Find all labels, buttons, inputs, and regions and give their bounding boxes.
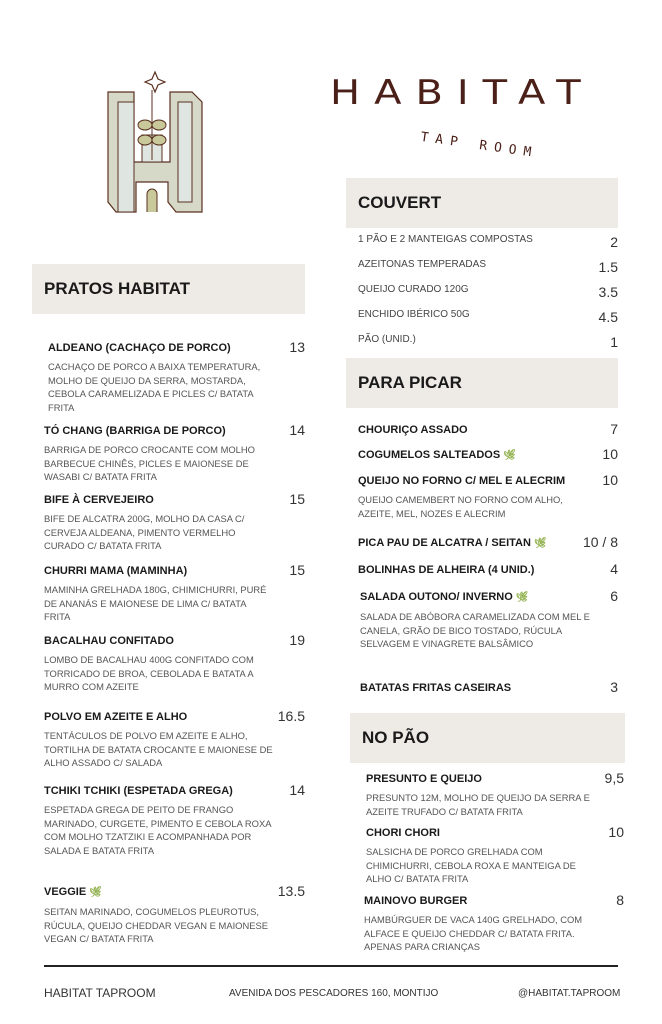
menu-item-price: 4: [610, 561, 618, 577]
menu-item-price: 3: [610, 679, 618, 695]
menu-item-name: CHOURIÇO ASSADO: [358, 424, 468, 436]
menu-item-description: HAMBÚRGUER DE VACA 140G GRELHADO, COM ALFACE E QUEIJO CHEDDAR C/ BATATA FRITA. APENAS PARA CRIANÇAS: [364, 914, 583, 952]
footer-social: @HABITAT.TAPROOM: [518, 988, 621, 999]
vegan-leaf-icon: 🌿︎: [89, 887, 102, 898]
menu-item-name: BATATAS FRITAS CASEIRAS: [360, 682, 512, 694]
brand-subtitle: TAP ROOM: [419, 129, 540, 162]
menu-item-price: 13.5: [277, 883, 305, 899]
section-header-pratos: PRATOS HABITAT: [32, 264, 305, 314]
menu-item-price: 16.5: [277, 708, 305, 724]
couvert-item-name: ENCHIDO IBÉRICO 50G: [358, 309, 470, 320]
menu-item-price: 10: [602, 472, 618, 488]
menu-item-name: COGUMELOS SALTEADOS: [358, 449, 501, 461]
menu-item-price: 10: [608, 824, 624, 840]
menu-item-description: PRESUNTO 12M, MOLHO DE QUEIJO DA SERRA E AZEITE TRUFADO C/ BATATA FRITA: [366, 792, 590, 817]
menu-item-description: SEITAN MARINADO, COGUMELOS PLEUROTUS, RÚCULA, QUEIJO CHEDDAR VEGAN E MAIONESE VEGAN C/ BATATA FRITA: [44, 906, 268, 944]
menu-item-price: 19: [289, 632, 305, 648]
menu-item-price: 15: [289, 562, 305, 578]
menu-item-price: 14: [289, 422, 305, 438]
menu-item-price: 13: [289, 339, 305, 355]
menu-item-name: ALDEANO (CACHAÇO DE PORCO): [48, 342, 231, 354]
menu-item-description: CACHAÇO DE PORCO A BAIXA TEMPERATURA, MOLHO DE QUEIJO DA SERRA, MOSTARDA, CEBOLA CARAMELIZADA E PICLES C/ BATATA FRITA: [48, 361, 261, 413]
footer-address: AVENIDA DOS PESCADORES 160, MONTIJO: [229, 988, 439, 999]
menu-item-description: BARRIGA DE PORCO CROCANTE COM MOLHO BARBECUE CHINÊS, PICLES E MAIONESE DE WASABI C/ BATATA FRITA: [44, 444, 255, 482]
couvert-item-name: QUEIJO CURADO 120G: [358, 284, 469, 295]
menu-item-name: BACALHAU CONFITADO: [44, 635, 174, 647]
menu-item-price: 15: [289, 491, 305, 507]
footer-name: HABITAT TAPROOM: [44, 986, 156, 1000]
menu-item-name: PICA PAU DE ALCATRA / SEITAN: [358, 537, 531, 549]
menu-item-name: TÓ CHANG (BARRIGA DE PORCO): [44, 425, 226, 437]
menu-item-name: SALADA OUTONO/ INVERNO: [360, 591, 513, 603]
vegan-leaf-icon: 🌿︎: [503, 450, 516, 461]
menu-item-name: VEGGIE: [44, 886, 87, 898]
section-header-pao: NO PÃO: [350, 713, 625, 763]
menu-item-description: ESPETADA GREGA DE PEITO DE FRANGO MARINADO, CURGETE, PIMENTO E CEBOLA ROXA COM MOLHO TZATZIKI E ACOMPANHADA POR SALADA E BATATA FRITA: [44, 804, 271, 856]
menu-item-description: MAMINHA GRELHADA 180G, CHIMICHURRI, PURÉ DE ANANÁS E MAIONESE DE LIMA C/ BATATA FRITA: [44, 584, 267, 622]
couvert-item-price: 1.5: [598, 259, 618, 275]
menu-item-description: SALSICHA DE PORCO GRELHADA COM CHIMICHURRI, CEBOLA ROXA E MANTEIGA DE ALHO C/ BATATA FRITA: [366, 846, 576, 884]
couvert-item-price: 4.5: [598, 309, 618, 325]
couvert-item-price: 3.5: [598, 284, 618, 300]
menu-item-price: 10: [602, 446, 618, 462]
menu-item-description: QUEIJO CAMEMBERT NO FORNO COM ALHO, AZEITE, MEL, NOZES E ALECRIM: [358, 494, 563, 519]
vegan-leaf-icon: 🌿︎: [515, 592, 529, 603]
menu-item-price: 7: [610, 421, 618, 437]
section-header-couvert: COUVERT: [346, 178, 618, 228]
menu-item-name: PRESUNTO E QUEIJO: [366, 773, 482, 785]
menu-item-name: CHURRI MAMA (MAMINHA): [44, 565, 188, 577]
footer-divider: [44, 965, 618, 967]
couvert-item-price: 1: [610, 334, 618, 350]
menu-item-name: CHORI CHORI: [366, 827, 440, 839]
menu-item-price: 10 / 8: [582, 534, 618, 550]
couvert-item-name: PÃO (UNID.): [358, 334, 416, 345]
habitat-logo: [100, 70, 210, 225]
menu-item-description: BIFE DE ALCATRA 200G, MOLHO DA CASA C/ CERVEJA ALDEANA, PIMENTO VERMELHO CURADO C/ BATATA FRITA: [44, 513, 245, 551]
menu-item-description: SALADA DE ABÓBORA CARAMELIZADA COM MEL E CANELA, GRÃO DE BICO TOSTADO, RÚCULA SELVAGEM E VINAGRETE BALSÂMICO: [360, 611, 590, 649]
couvert-item-name: AZEITONAS TEMPERADAS: [358, 259, 486, 270]
menu-item-description: TENTÁCULOS DE POLVO EM AZEITE E ALHO, TORTILHA DE BATATA CROCANTE E MAIONESE DE ALHO ASSADO C/ SALADA: [44, 730, 273, 768]
menu-item-price: 9,5: [604, 770, 624, 786]
menu-item-description: LOMBO DE BACALHAU 400G CONFITADO COM TORRICADO DE BROA, CEBOLADA E BATATA A MURRO COM AZEITE: [44, 654, 254, 692]
menu-item-name: QUEIJO NO FORNO C/ MEL E ALECRIM: [358, 475, 566, 487]
menu-item-name: TCHIKI TCHIKI (ESPETADA GREGA): [44, 785, 233, 797]
couvert-item-price: 2: [610, 234, 618, 250]
menu-item-name: BIFE À CERVEJEIRO: [44, 494, 154, 506]
couvert-item-name: 1 PÃO E 2 MANTEIGAS COMPOSTAS: [358, 234, 533, 245]
menu-item-price: 14: [289, 782, 305, 798]
section-header-picar: PARA PICAR: [346, 358, 618, 408]
menu-item-name: POLVO EM AZEITE E ALHO: [44, 711, 188, 723]
menu-item-price: 8: [616, 892, 624, 908]
menu-item-name: MAINOVO BURGER: [364, 895, 468, 907]
menu-item-name: BOLINHAS DE ALHEIRA (4 UNID.): [358, 564, 535, 576]
vegan-leaf-icon: 🌿︎: [533, 538, 547, 549]
brand-title: HABITAT: [330, 73, 595, 113]
menu-item-price: 6: [610, 588, 618, 604]
